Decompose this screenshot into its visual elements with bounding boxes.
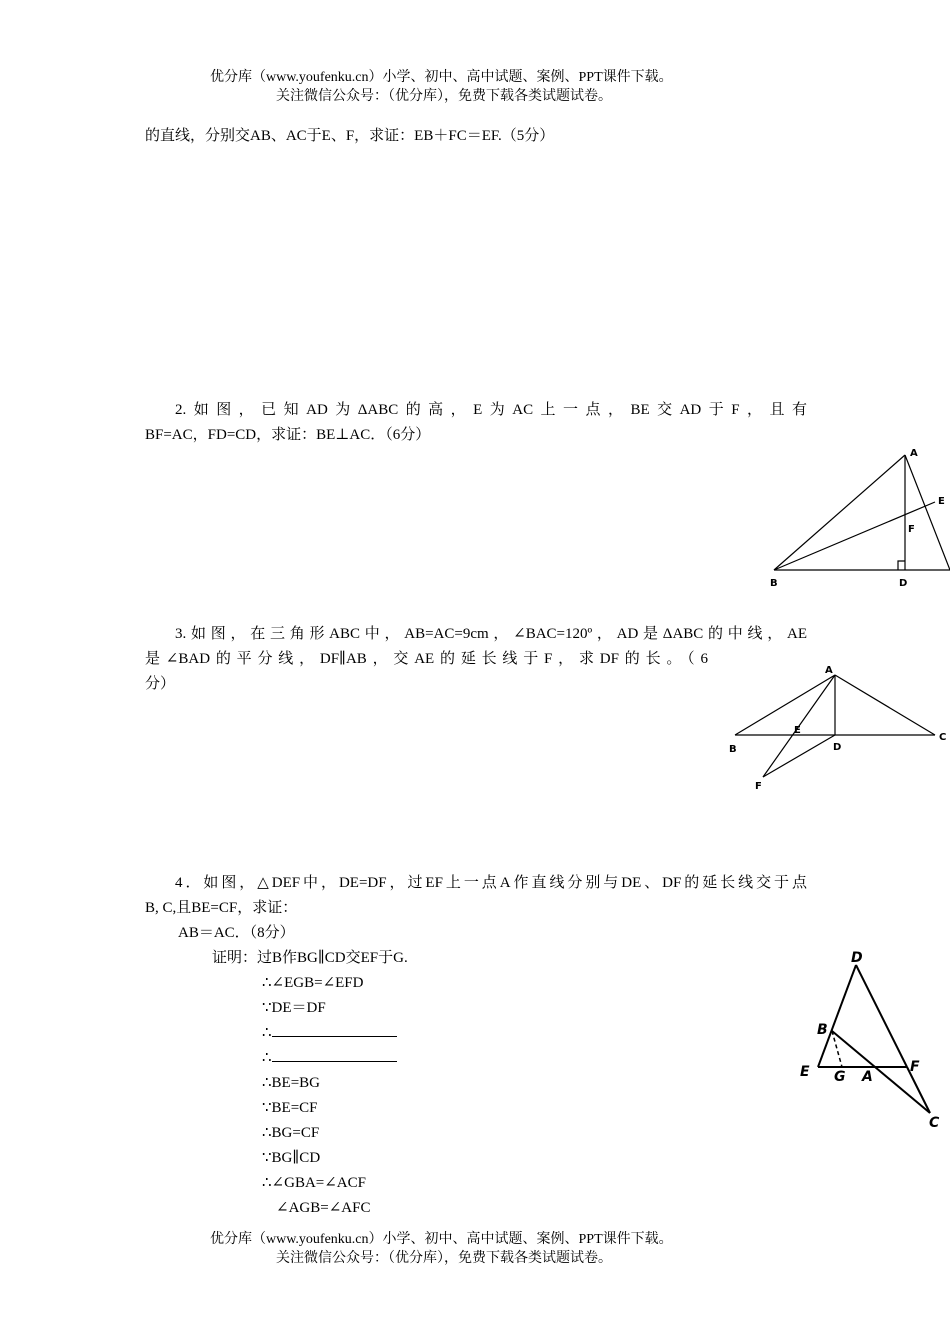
q4-step-8: ∵BG∥CD (262, 1150, 321, 1166)
q2-text-line-2: BF=AC，FD=CD，求证：BE⊥AC．（6分） (145, 427, 431, 443)
q4-label-f: F (910, 1059, 920, 1075)
q4-step-9: ∴∠GBA=∠ACF (262, 1175, 366, 1191)
q3-label-b: B (729, 744, 737, 755)
q2-label-e: E (938, 496, 945, 507)
q4-step-4-blank (262, 1046, 397, 1071)
q4-blank-1[interactable] (272, 1022, 397, 1037)
q4-label-b: B (817, 1022, 828, 1038)
q3-text-line-1: 3.如图，在三角形ABC中，AB=AC=9cm，∠BAC=120º，AD是ΔABC的中线，AE (175, 626, 807, 642)
q4-label-e: E (800, 1064, 810, 1080)
q3-segment-ac (835, 675, 935, 735)
q4-text-line-3: AB＝AC．（8分） (178, 925, 295, 941)
q3-label-d: D (833, 742, 842, 753)
q1-continuation: 的直线，分别交AB、AC于E、F，求证：EB＋FC＝EF.（5分） (145, 128, 555, 144)
q3-segment-ab (735, 675, 835, 735)
q3-text-line-2: 是∠BAD的平分线，DF∥AB，交AE的延长线于F，求DF的长。（6 (145, 651, 708, 667)
q4-step-3-blank (262, 1021, 397, 1046)
q4-step-7: ∴BG=CF (262, 1125, 320, 1141)
q2-figure (760, 440, 950, 590)
q3-label-f: F (755, 781, 762, 792)
q3-segment-df (763, 735, 835, 777)
q4-label-c: C (929, 1115, 940, 1131)
q3-label-a: A (825, 665, 833, 676)
q2-right-angle-mark (898, 561, 905, 570)
q4-segment-df (856, 965, 907, 1067)
header-line-1: 优分库（www.youfenku.cn）小学、初中、高中试题、案例、PPT课件下载。 (210, 70, 673, 85)
q2-segment-ba (774, 455, 905, 570)
q2-text-line-1: 2.如图，已知AD为ΔABC的高，E为AC上一点，BE交AD于F，且有 (175, 402, 807, 418)
q3-text-line-3: 分） (145, 676, 176, 692)
q4-step-1: ∴∠EGB=∠EFD (262, 975, 364, 991)
q2-segment-ac (905, 455, 950, 570)
q2-label-d: D (899, 578, 908, 589)
q4-text-line-2: B, C,且BE=CF，求证： (145, 900, 298, 916)
q2-label-f: F (908, 524, 915, 535)
q4-step-3-prefix: ∴ (262, 1025, 272, 1041)
q4-label-a: A (862, 1069, 873, 1085)
q3-label-e: E (794, 725, 801, 736)
q4-step-5: ∴BE=BG (262, 1075, 321, 1091)
q4-label-g: G (834, 1069, 846, 1085)
q2-label-b: B (770, 578, 778, 589)
q4-proof-intro: 证明：过B作BG∥CD交EF于G. (212, 950, 408, 966)
q3-figure (725, 660, 950, 795)
q4-step-10: ∠AGB=∠AFC (276, 1200, 371, 1216)
footer-line-2: 关注微信公众号：（优分库），免费下载各类试题试卷。 (276, 1251, 612, 1266)
header-line-2: 关注微信公众号：（优分库），免费下载各类试题试卷。 (276, 89, 612, 104)
q2-segment-be (774, 502, 935, 570)
q3-label-c: C (939, 732, 947, 743)
footer-line-1: 优分库（www.youfenku.cn）小学、初中、高中试题、案例、PPT课件下载。 (210, 1232, 673, 1247)
q4-figure (795, 945, 950, 1135)
q4-blank-2[interactable] (272, 1047, 397, 1062)
q4-step-6: ∵BE=CF (262, 1100, 318, 1116)
q4-step-2: ∵DE＝DF (262, 1000, 326, 1016)
q4-step-4-prefix: ∴ (262, 1050, 272, 1066)
q4-label-d: D (851, 950, 863, 966)
q2-label-a: A (910, 448, 918, 459)
q4-text-line-1: 4．如图，△DEF中，DE=DF，过EF上一点A作直线分别与DE、DF的延长线交于点 (175, 875, 807, 891)
